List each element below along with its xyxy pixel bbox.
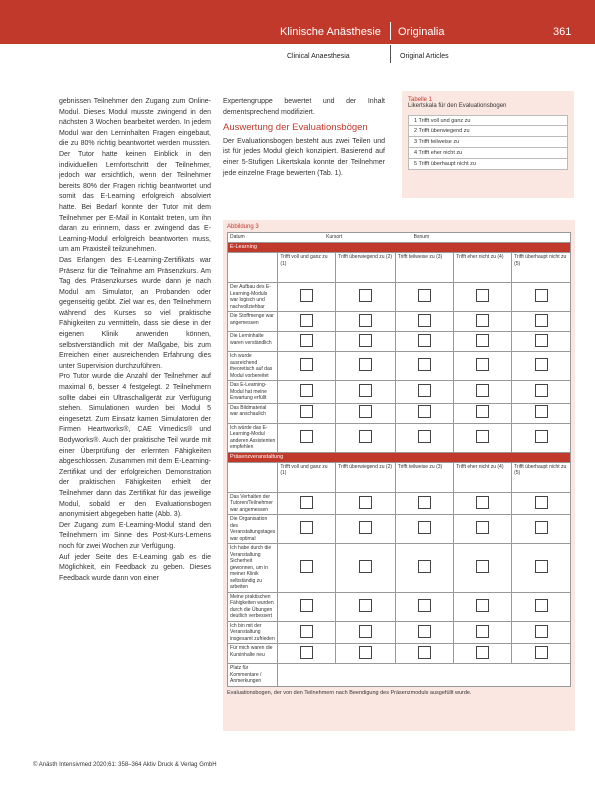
rating-checkbox[interactable]: [535, 334, 548, 347]
rating-checkbox[interactable]: [359, 314, 372, 327]
rating-cell: [395, 403, 454, 423]
rating-cell: [395, 423, 454, 452]
scale-header-cell: Trifft überwiegend zu (2): [336, 462, 396, 492]
likert-row: 4 Trifft eher nicht zu: [408, 148, 568, 159]
rating-checkbox[interactable]: [476, 314, 489, 327]
page-number: 361: [553, 26, 572, 38]
scale-header-cell: Trifft überwiegend zu (2): [336, 253, 396, 283]
rating-checkbox[interactable]: [418, 384, 431, 397]
rating-cell: [395, 283, 454, 312]
rating-checkbox[interactable]: [418, 646, 431, 659]
rating-cell: [395, 352, 454, 381]
rating-cell: [454, 283, 512, 312]
rating-checkbox[interactable]: [300, 646, 313, 659]
rating-cell: [395, 492, 454, 515]
header-section: Klinische Anästhesie: [280, 26, 381, 38]
paragraph: Der Zugang zum E-Learning-Modul stand den Teilnehmern im Sinne des Post-Kurs-Lernens noch für zwei Wochen zur Verfügung.: [59, 521, 211, 550]
rating-cell: [336, 492, 396, 515]
rating-checkbox[interactable]: [476, 625, 489, 638]
table-1-title: Tabelle 1: [408, 97, 433, 103]
figure-caption: Evaluationsbogen, der von den Teilnehmern nach Beendigung des Präsenzmoduls ausgefüllt wurde.: [227, 689, 472, 696]
rating-checkbox[interactable]: [476, 358, 489, 371]
table-1-subtitle: Likertskala für den Evaluationsbogen: [408, 103, 507, 109]
rating-checkbox[interactable]: [476, 646, 489, 659]
rating-checkbox[interactable]: [535, 496, 548, 509]
rating-checkbox[interactable]: [359, 646, 372, 659]
scale-header-cell: Trifft überhaupt nicht zu (5): [512, 253, 571, 283]
scale-header-cell: Trifft überhaupt nicht zu (5): [512, 462, 571, 492]
rating-cell: [336, 283, 396, 312]
rating-checkbox[interactable]: [418, 521, 431, 534]
rating-cell: [512, 423, 571, 452]
scale-header-cell: Trifft eher nicht zu (4): [454, 462, 512, 492]
section-elearning: E-Learning: [228, 243, 571, 253]
section-presence: Präsenzveranstaltung: [228, 452, 571, 462]
footer: © Anästh Intensivmed 2020;61: 358–364 Aktiv Druck & Verlag GmbH: [33, 762, 217, 768]
question-row: [228, 352, 571, 381]
rating-cell: [278, 283, 336, 312]
question-text: Das E-Learning-Modul hat meine Erwartung erfüllt: [228, 381, 278, 404]
rating-cell: [336, 403, 396, 423]
rating-checkbox[interactable]: [359, 521, 372, 534]
rating-checkbox[interactable]: [476, 289, 489, 302]
rating-cell: [278, 312, 336, 332]
rating-checkbox[interactable]: [359, 430, 372, 443]
rating-cell: [278, 592, 336, 621]
rating-checkbox[interactable]: [476, 405, 489, 418]
rating-cell: [278, 621, 336, 644]
rating-checkbox[interactable]: [418, 625, 431, 638]
question-text: Ich wurde ausreichend theoretisch auf das Modul vorbereitet: [228, 352, 278, 381]
rating-cell: [454, 352, 512, 381]
question-row: [228, 664, 571, 687]
question-row: [228, 312, 571, 332]
comment-field[interactable]: [278, 664, 571, 687]
rating-checkbox[interactable]: [359, 384, 372, 397]
rating-cell: [395, 592, 454, 621]
paragraph: Expertengruppe bewertet und der Inhalt dementsprechend modifiziert.: [223, 98, 385, 116]
rating-cell: [454, 381, 512, 404]
rating-checkbox[interactable]: [359, 560, 372, 573]
scale-header-row: [228, 253, 571, 283]
rating-checkbox[interactable]: [418, 496, 431, 509]
question-text: Die Organisation des Veranstaltungstages war optimal: [228, 515, 278, 544]
question-row: [228, 515, 571, 544]
rating-cell: [512, 515, 571, 544]
rating-checkbox[interactable]: [300, 334, 313, 347]
rating-checkbox[interactable]: [300, 384, 313, 397]
rating-checkbox[interactable]: [535, 289, 548, 302]
rating-checkbox[interactable]: [535, 358, 548, 371]
rating-cell: [454, 423, 512, 452]
rating-checkbox[interactable]: [418, 334, 431, 347]
scale-header-row: [228, 462, 571, 492]
rating-checkbox[interactable]: [300, 521, 313, 534]
rating-cell: [395, 312, 454, 332]
question-text: Das Bildmaterial war anschaulich: [228, 403, 278, 423]
rating-checkbox[interactable]: [535, 646, 548, 659]
paragraph: Der Evaluationsbogen besteht aus zwei Teilen und ist für jedes Modul gleich konzipiert. Basierend auf einer 5-Stufigen Likertskala konnte der Teilnehmer jede einzelne Frage bewerten (Tab. 1).: [223, 137, 385, 177]
rating-cell: [336, 515, 396, 544]
question-text: Ich würde das E-Learning-Modul anderen Assistenten empfehlen: [228, 423, 278, 452]
rating-cell: [336, 644, 396, 664]
subheader-divider: [390, 45, 391, 63]
question-row: [228, 544, 571, 593]
scale-header-blank: [228, 253, 278, 283]
question-row: [228, 283, 571, 312]
rating-checkbox[interactable]: [300, 405, 313, 418]
subheader-section: Clinical Anaesthesia: [287, 53, 350, 60]
rating-checkbox[interactable]: [300, 599, 313, 612]
date-label: Datum: [230, 234, 245, 240]
course-label: Kursort: [326, 234, 343, 240]
rating-checkbox[interactable]: [476, 334, 489, 347]
rating-cell: [336, 621, 396, 644]
scale-header-cell: Trifft eher nicht zu (4): [454, 253, 512, 283]
rating-checkbox[interactable]: [418, 405, 431, 418]
rating-cell: [336, 544, 396, 593]
rating-cell: [395, 544, 454, 593]
rating-cell: [278, 544, 336, 593]
rating-cell: [336, 423, 396, 452]
rating-checkbox[interactable]: [359, 358, 372, 371]
rating-cell: [278, 644, 336, 664]
rating-cell: [512, 644, 571, 664]
rating-cell: [512, 403, 571, 423]
rating-checkbox[interactable]: [359, 496, 372, 509]
rating-cell: [512, 352, 571, 381]
question-text: Platz für Kommentare / Anmerkungen: [228, 664, 278, 687]
question-text: Die Stoffmenge war angemessen: [228, 312, 278, 332]
rating-cell: [336, 381, 396, 404]
scale-header-blank: [228, 462, 278, 492]
rating-cell: [278, 352, 336, 381]
rating-cell: [512, 332, 571, 352]
rating-checkbox[interactable]: [359, 334, 372, 347]
rating-cell: [454, 544, 512, 593]
rating-checkbox[interactable]: [535, 599, 548, 612]
text-column-middle: [223, 97, 385, 179]
rating-cell: [454, 403, 512, 423]
rating-checkbox[interactable]: [476, 496, 489, 509]
paragraph: Auf jeder Seite des E-Learning gab es die Möglichkeit, ein Feedback zu geben. Dieses Feedback wurde dann von einer: [59, 553, 211, 582]
scale-header-cell: Trifft teilweise zu (3): [395, 462, 454, 492]
rating-checkbox[interactable]: [476, 560, 489, 573]
rating-cell: [336, 352, 396, 381]
rating-cell: [395, 381, 454, 404]
question-row: [228, 381, 571, 404]
rating-cell: [454, 312, 512, 332]
likert-row: 2 Trifft überwiegend zu: [408, 126, 568, 137]
rating-checkbox[interactable]: [535, 521, 548, 534]
rating-checkbox[interactable]: [359, 625, 372, 638]
rating-cell: [278, 332, 336, 352]
bsn-label: Bsnum: [413, 234, 430, 240]
question-row: [228, 423, 571, 452]
rating-cell: [512, 381, 571, 404]
scale-header-cell: Trifft voll und ganz zu (1): [278, 462, 336, 492]
rating-checkbox[interactable]: [535, 384, 548, 397]
question-row: [228, 403, 571, 423]
rating-cell: [278, 423, 336, 452]
question-text: Die Lerninhalte waren verständlich: [228, 332, 278, 352]
rating-checkbox[interactable]: [535, 625, 548, 638]
rating-cell: [336, 332, 396, 352]
question-row: [228, 492, 571, 515]
form-meta-row: [228, 233, 571, 243]
scale-header-cell: Trifft teilweise zu (3): [395, 253, 454, 283]
rating-checkbox[interactable]: [359, 599, 372, 612]
rating-checkbox[interactable]: [300, 289, 313, 302]
rating-checkbox[interactable]: [476, 384, 489, 397]
question-text: Der Aufbau des E-Learning-Moduls war logisch und nachvollziehbar: [228, 283, 278, 312]
figure-3: [223, 220, 575, 731]
header-category: Originalia: [398, 26, 445, 38]
rating-cell: [395, 515, 454, 544]
question-text: Das Verhalten der Tutoren/Teilnehmer war angemessen: [228, 492, 278, 515]
rating-cell: [512, 621, 571, 644]
rating-checkbox[interactable]: [418, 560, 431, 573]
rating-checkbox[interactable]: [535, 405, 548, 418]
paragraph: Das Erlangen des E-Learning-Zertifikats war Präsenz für die Teilnahme am Präsenzkurs. Am Tag des Präsenzkurses wurde dann je nach Modul am Simulator, an Probanden oder gegenseitig geübt. Ziel war es, den Teilnehmern während des Kurses so viel praktische Fähigkeiten zu vermitteln, dass sie diese in der eigenen Klinik anwenden können, selbstverständlich mit der Maßgabe, bis zum Erreichen einer ausreichenden Erfahrung dies unter Supervision durchzuführen.: [59, 256, 211, 370]
question-row: [228, 621, 571, 644]
rating-cell: [454, 592, 512, 621]
rating-cell: [395, 644, 454, 664]
paragraph: gebnissen Teilnehmer den Zugang zum Online-Modul. Dieses Modul musste zwingend in den nächsten 3 Wochen bearbeitet werden. In jedem Modul war den Lerninhalten Fragen eingebaut, die zu 80% richtig beantwortet werden mussten. Der Tutor hatte keinen Einblick in den individuellen Lernfortschritt der Teilnehmer, jedoch war ersichtlich, wenn der Teilnehmer bereits 80% der Fragen richtig beantwortet und somit das E-Learning erfolgreich absolviert hatte. Bei Bedarf konnte der Tutor mit dem Teilnehmer per E-Mail in Kontakt treten, um ihn daran zu erinnern, dass er zwingend das E-Learning-Modul erfolgreich beantworten muss, um am Praxisteil teilzunehmen.: [59, 98, 211, 254]
rating-cell: [395, 332, 454, 352]
text-column-left: [59, 97, 211, 584]
likert-row: 3 Trifft teilweise zu: [408, 137, 568, 148]
likert-row: 5 Trifft überhaupt nicht zu: [408, 159, 568, 170]
rating-cell: [278, 381, 336, 404]
rating-cell: [278, 515, 336, 544]
rating-checkbox[interactable]: [300, 496, 313, 509]
rating-checkbox[interactable]: [476, 599, 489, 612]
header-divider: [390, 22, 391, 40]
question-text: Meine praktischen Fähigkeiten wurden durch die Übungen deutlich verbessert: [228, 592, 278, 621]
rating-cell: [395, 621, 454, 644]
rating-cell: [512, 283, 571, 312]
rating-checkbox[interactable]: [300, 314, 313, 327]
section-heading: Auswertung der Evaluationsbögen: [223, 122, 368, 134]
rating-cell: [278, 403, 336, 423]
rating-checkbox[interactable]: [476, 521, 489, 534]
rating-cell: [512, 312, 571, 332]
rating-checkbox[interactable]: [535, 314, 548, 327]
header-bar: [0, 0, 595, 44]
question-row: [228, 644, 571, 664]
rating-cell: [454, 492, 512, 515]
rating-cell: [336, 312, 396, 332]
rating-checkbox[interactable]: [418, 599, 431, 612]
rating-cell: [278, 492, 336, 515]
rating-checkbox[interactable]: [359, 405, 372, 418]
rating-checkbox[interactable]: [300, 358, 313, 371]
question-text: Ich habe durch die Veranstaltung Sicherheit gewonnen, um in meiner Klinik selbständig zu arbeiten: [228, 544, 278, 593]
question-row: [228, 332, 571, 352]
figure-label: Abbildung 3: [227, 224, 259, 230]
table-1: [402, 91, 574, 198]
rating-cell: [512, 544, 571, 593]
rating-checkbox[interactable]: [535, 430, 548, 443]
rating-checkbox[interactable]: [300, 560, 313, 573]
question-text: Ich bin mit der Veranstaltung insgesamt zufrieden: [228, 621, 278, 644]
rating-cell: [454, 621, 512, 644]
rating-checkbox[interactable]: [476, 430, 489, 443]
likert-row: 1 Trifft voll und ganz zu: [408, 115, 568, 126]
rating-checkbox[interactable]: [418, 289, 431, 302]
rating-cell: [454, 332, 512, 352]
rating-cell: [454, 515, 512, 544]
rating-checkbox[interactable]: [418, 358, 431, 371]
scale-header-cell: Trifft voll und ganz zu (1): [278, 253, 336, 283]
rating-cell: [336, 592, 396, 621]
rating-cell: [512, 592, 571, 621]
rating-checkbox[interactable]: [300, 430, 313, 443]
subheader-category: Original Articles: [400, 53, 449, 60]
rating-checkbox[interactable]: [535, 560, 548, 573]
evaluation-form: [227, 232, 571, 687]
rating-cell: [512, 492, 571, 515]
rating-checkbox[interactable]: [418, 314, 431, 327]
rating-cell: [454, 644, 512, 664]
rating-checkbox[interactable]: [300, 625, 313, 638]
paragraph: Pro Tutor wurde die Anzahl der Teilnehmer auf maximal 6, besser 4 festgelegt. 2 Teilnehmern sollte dabei ein Ultraschallgerät zur Verfügung stehen. Simulationen wurden bei Modul 5 eingesetzt. Zum Einsatz kamen Simulatoren der Firmen Heartworks®, CAE Vimedics® und Bodyworks®. Auch der praktische Teil wurde mit einer Überprüfung der erlernten Fähigkeiten abgeschlossen. Zusammen mit dem E-Learning-Zertifikat und der erfolgreichen Demonstration der praktischen Fähigkeiten erhielt der Teilnehmer dann das Zertifikat für das jeweilige Modul, sobald er den Evaluationsbogen anonymisiert abgegeben hatte (Abb. 3).: [59, 373, 211, 519]
question-text: Für mich waren die Kursinhalte neu: [228, 644, 278, 664]
rating-checkbox[interactable]: [359, 289, 372, 302]
rating-checkbox[interactable]: [418, 430, 431, 443]
question-row: [228, 592, 571, 621]
